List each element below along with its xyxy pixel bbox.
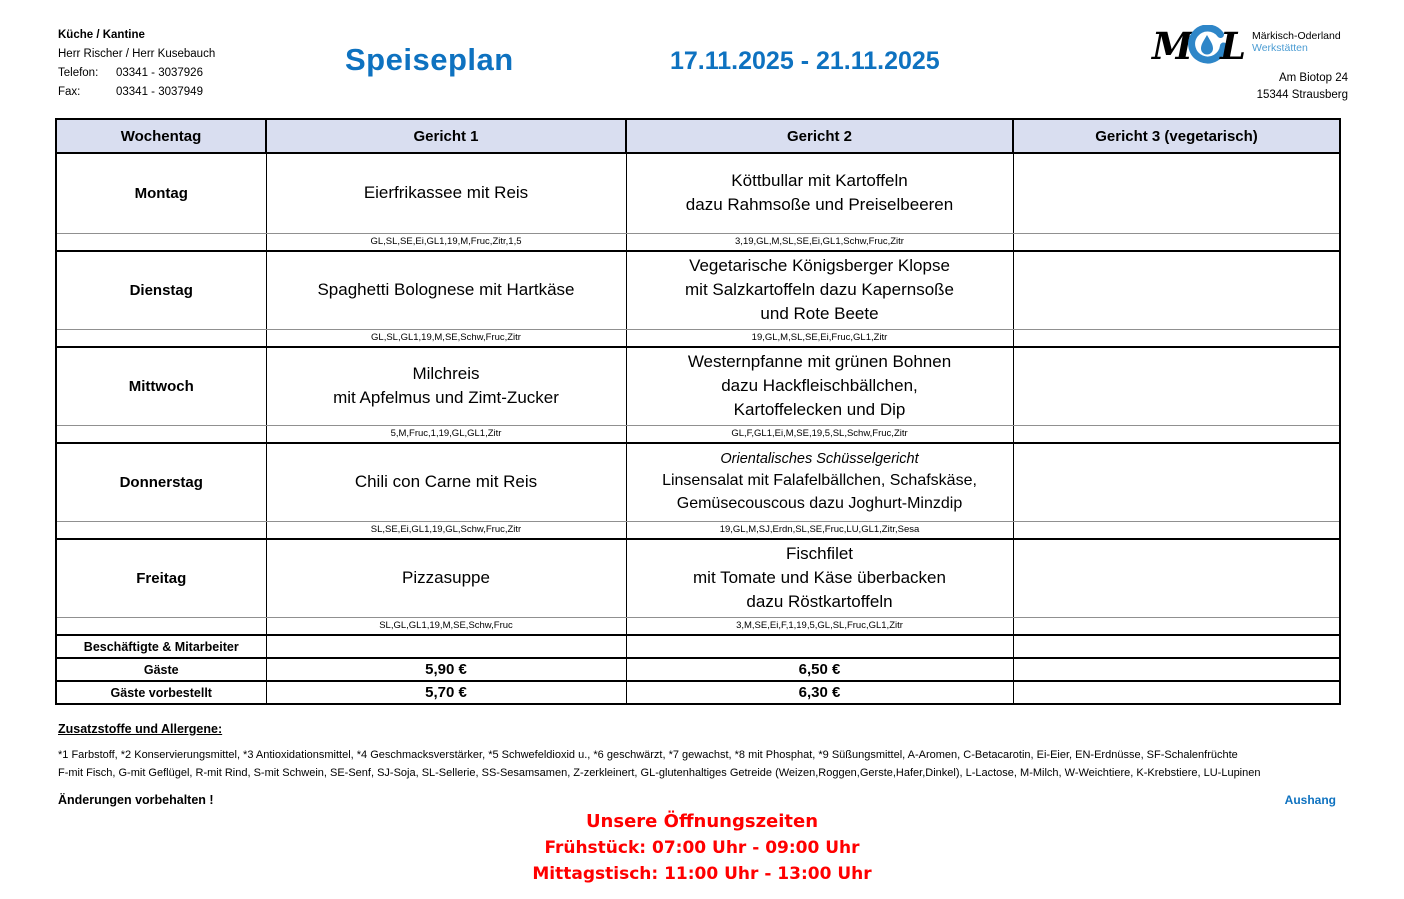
dish-line: dazu Hackfleischbällchen, (721, 376, 918, 396)
opening-hours-lunch: Mittagstisch: 11:00 Uhr - 13:00 Uhr (532, 864, 872, 884)
contact-fax (58, 83, 215, 102)
table-row-donnerstag (56, 443, 1340, 521)
menu-table (55, 118, 1341, 705)
dish-line: Kartoffelecken und Dip (733, 400, 906, 420)
dish2-mittwoch (626, 347, 1013, 425)
dish1-freitag (266, 539, 626, 617)
logo-address-city: 15344 Strausberg (1256, 89, 1348, 101)
dish1-donnerstag (266, 443, 626, 521)
price-row-gaeste (56, 658, 1340, 681)
dish2-dienstag (626, 251, 1013, 329)
contact-department: Küche / Kantine (58, 29, 145, 41)
aushang-link[interactable]: Aushang (1284, 793, 1336, 807)
day-label: Dienstag (56, 251, 266, 329)
price-gericht2: 6,50 € (626, 658, 1013, 681)
dish2-montag (626, 153, 1013, 233)
page-title: Speiseplan (345, 42, 514, 77)
dish3-donnerstag (1013, 443, 1340, 521)
allergens-dish1: SL,SE,Ei,GL1,19,GL,Schw,Fruc,Zitr (266, 521, 626, 539)
opening-hours-title: Unsere Öffnungszeiten (585, 811, 819, 832)
price-gericht3 (1013, 635, 1340, 658)
allergen-empty (56, 233, 266, 251)
table-row-freitag (56, 539, 1340, 617)
price-gericht1: 5,90 € (266, 658, 626, 681)
kitchen-contact-block (58, 26, 215, 102)
additives-legend-line1: *1 Farbstoff, *2 Konservierungsmittel, *3 Antioxidationsmittel, *4 Geschmacksverstärker, *5 Schwefeldioxid u., *6 geschwärzt, *7 gewachst, *8 mit Phosphat, *9 Süßungsmittel, A-Aromen, C-Betacarotin, Ei-Eier, EN-Erdnüsse, SF-Schalenfrüchte (58, 749, 1238, 761)
dish-line: Köttbullar mit Kartoffeln (731, 171, 908, 191)
additives-legend-line2: F-mit Fisch, G-mit Geflügel, R-mit Rind, S-mit Schwein, SE-Senf, SJ-Soja, SL-Sellerie, SS-Sesamsamen, Z-zerkleinert, GL-glutenhaltiges Getreide (Weizen,Roggen,Gerste,Hafer,Dinkel), L-Lactose, M-Milch, W-Weichtiere, K-Krebstiere, LU-Lupinen (58, 767, 1261, 779)
price-gericht1 (266, 635, 626, 658)
mol-logo-row (1118, 24, 1348, 68)
price-row-beschaeftigte (56, 635, 1340, 658)
dish-line: mit Apfelmus und Zimt-Zucker (333, 388, 559, 408)
dish-line: dazu Rahmsoße und Preiselbeeren (685, 195, 954, 215)
dish-line: Linsensalat mit Falafelbällchen, Schafskäse, (662, 472, 977, 490)
allergens-dish3 (1013, 233, 1340, 251)
dish-line: Eierfrikassee mit Reis (363, 183, 529, 203)
dish-line: Fischfilet (785, 544, 854, 564)
price-gericht1: 5,70 € (266, 681, 626, 704)
dish-line: Gemüsecouscous dazu Joghurt-Minzdip (676, 495, 963, 513)
day-label: Donnerstag (56, 443, 266, 521)
allergens-dish1: GL,SL,SE,Ei,GL1,19,M,Fruc,Zitr,1,5 (266, 233, 626, 251)
price-gericht2: 6,30 € (626, 681, 1013, 704)
table-header-row (56, 119, 1340, 153)
day-label: Montag (56, 153, 266, 233)
mol-logo-block (1118, 24, 1348, 104)
phone-value: 03341 - 3037926 (116, 67, 203, 79)
contact-phone (58, 64, 215, 83)
day-label: Freitag (56, 539, 266, 617)
allergen-row-dienstag (56, 329, 1340, 347)
column-header-gericht3: Gericht 3 (vegetarisch) (1013, 119, 1340, 153)
price-row-gaeste-vorbestellt (56, 681, 1340, 704)
allergen-empty (56, 617, 266, 635)
table-row-dienstag (56, 251, 1340, 329)
allergen-row-donnerstag (56, 521, 1340, 539)
logo-org-line1: Märkisch-Oderland (1252, 30, 1341, 42)
changes-reserved-note: Änderungen vorbehalten ! (58, 793, 214, 807)
allergens-dish3 (1013, 521, 1340, 539)
dish-line: mit Salzkartoffeln dazu Kapernsoße (685, 280, 954, 300)
column-header-gericht2: Gericht 2 (626, 119, 1013, 153)
dish3-dienstag (1013, 251, 1340, 329)
dish-line: mit Tomate und Käse überbacken (693, 568, 946, 588)
allergens-dish3 (1013, 329, 1340, 347)
allergens-dish1: GL,SL,GL1,19,M,SE,Schw,Fruc,Zitr (266, 329, 626, 347)
day-label: Mittwoch (56, 347, 266, 425)
fax-label: Fax: (58, 86, 81, 98)
price-row-label: Beschäftigte & Mitarbeiter (56, 635, 266, 658)
allergens-dish2: GL,F,GL1,Ei,M,SE,19,5,SL,Schw,Fruc,Zitr (626, 425, 1013, 443)
price-gericht3 (1013, 681, 1340, 704)
dish1-dienstag (266, 251, 626, 329)
allergen-row-montag (56, 233, 1340, 251)
logo-address (1118, 70, 1348, 104)
allergens-dish2: 3,M,SE,Ei,F,1,19,5,GL,SL,Fruc,GL1,Zitr (626, 617, 1013, 635)
opening-hours-breakfast: Frühstück: 07:00 Uhr - 09:00 Uhr (544, 838, 860, 858)
dish2-donnerstag (626, 443, 1013, 521)
dish2-freitag (626, 539, 1013, 617)
table-row-mittwoch (56, 347, 1340, 425)
contact-persons: Herr Rischer / Herr Kusebauch (58, 48, 216, 60)
table-row-montag (56, 153, 1340, 233)
dish3-montag (1013, 153, 1340, 233)
logo-letter-l: L (1219, 24, 1246, 68)
allergen-row-mittwoch (56, 425, 1340, 443)
dish-line: Spaghetti Bolognese mit Hartkäse (317, 280, 575, 300)
fax-value: 03341 - 3037949 (116, 86, 203, 98)
opening-hours-block (0, 808, 1404, 887)
dish-note: Orientalisches Schüsselgericht (720, 451, 919, 468)
allergen-empty (56, 521, 266, 539)
week-date-range: 17.11.2025 - 21.11.2025 (670, 47, 940, 75)
column-header-wochentag: Wochentag (56, 119, 266, 153)
column-header-gericht1: Gericht 1 (266, 119, 626, 153)
allergen-empty (56, 425, 266, 443)
dish3-mittwoch (1013, 347, 1340, 425)
dish-line: und Rote Beete (760, 304, 879, 324)
menu-table-wrap (55, 118, 1341, 705)
price-gericht3 (1013, 658, 1340, 681)
price-gericht2 (626, 635, 1013, 658)
allergens-dish3 (1013, 617, 1340, 635)
allergens-dish2: 19,GL,M,SJ,Erdn,SL,SE,Fruc,LU,GL1,Zitr,Sesa (626, 521, 1013, 539)
dish1-montag (266, 153, 626, 233)
allergens-dish2: 19,GL,M,SL,SE,Ei,Fruc,GL1,Zitr (626, 329, 1013, 347)
dish-line: Pizzasuppe (402, 568, 490, 588)
dish1-mittwoch (266, 347, 626, 425)
allergens-dish3 (1013, 425, 1340, 443)
price-row-label: Gäste vorbestellt (56, 681, 266, 704)
logo-letter-m: M (1152, 24, 1193, 68)
allergen-row-freitag (56, 617, 1340, 635)
allergens-dish1: SL,GL,GL1,19,M,SE,Schw,Fruc (266, 617, 626, 635)
additives-allergens-heading: Zusatzstoffe und Allergene: (58, 722, 223, 736)
mol-logo-icon (1152, 24, 1246, 68)
allergens-dish1: 5,M,Fruc,1,19,GL,GL1,Zitr (266, 425, 626, 443)
dish-line: Chili con Carne mit Reis (354, 472, 538, 492)
dish-line: Vegetarische Königsberger Klopse (689, 256, 950, 276)
dish-line: Westernpfanne mit grünen Bohnen (687, 352, 952, 372)
dish3-freitag (1013, 539, 1340, 617)
logo-org-line2: Werkstätten (1252, 42, 1308, 54)
dish-line: dazu Röstkartoffeln (746, 592, 893, 612)
allergens-dish2: 3,19,GL,M,SL,SE,Ei,GL1,Schw,Fruc,Zitr (626, 233, 1013, 251)
phone-label: Telefon: (58, 67, 99, 79)
dish-line: Milchreis (412, 364, 480, 384)
logo-org-names (1252, 24, 1348, 54)
allergen-empty (56, 329, 266, 347)
price-row-label: Gäste (56, 658, 266, 681)
logo-address-street: Am Biotop 24 (1278, 72, 1348, 84)
